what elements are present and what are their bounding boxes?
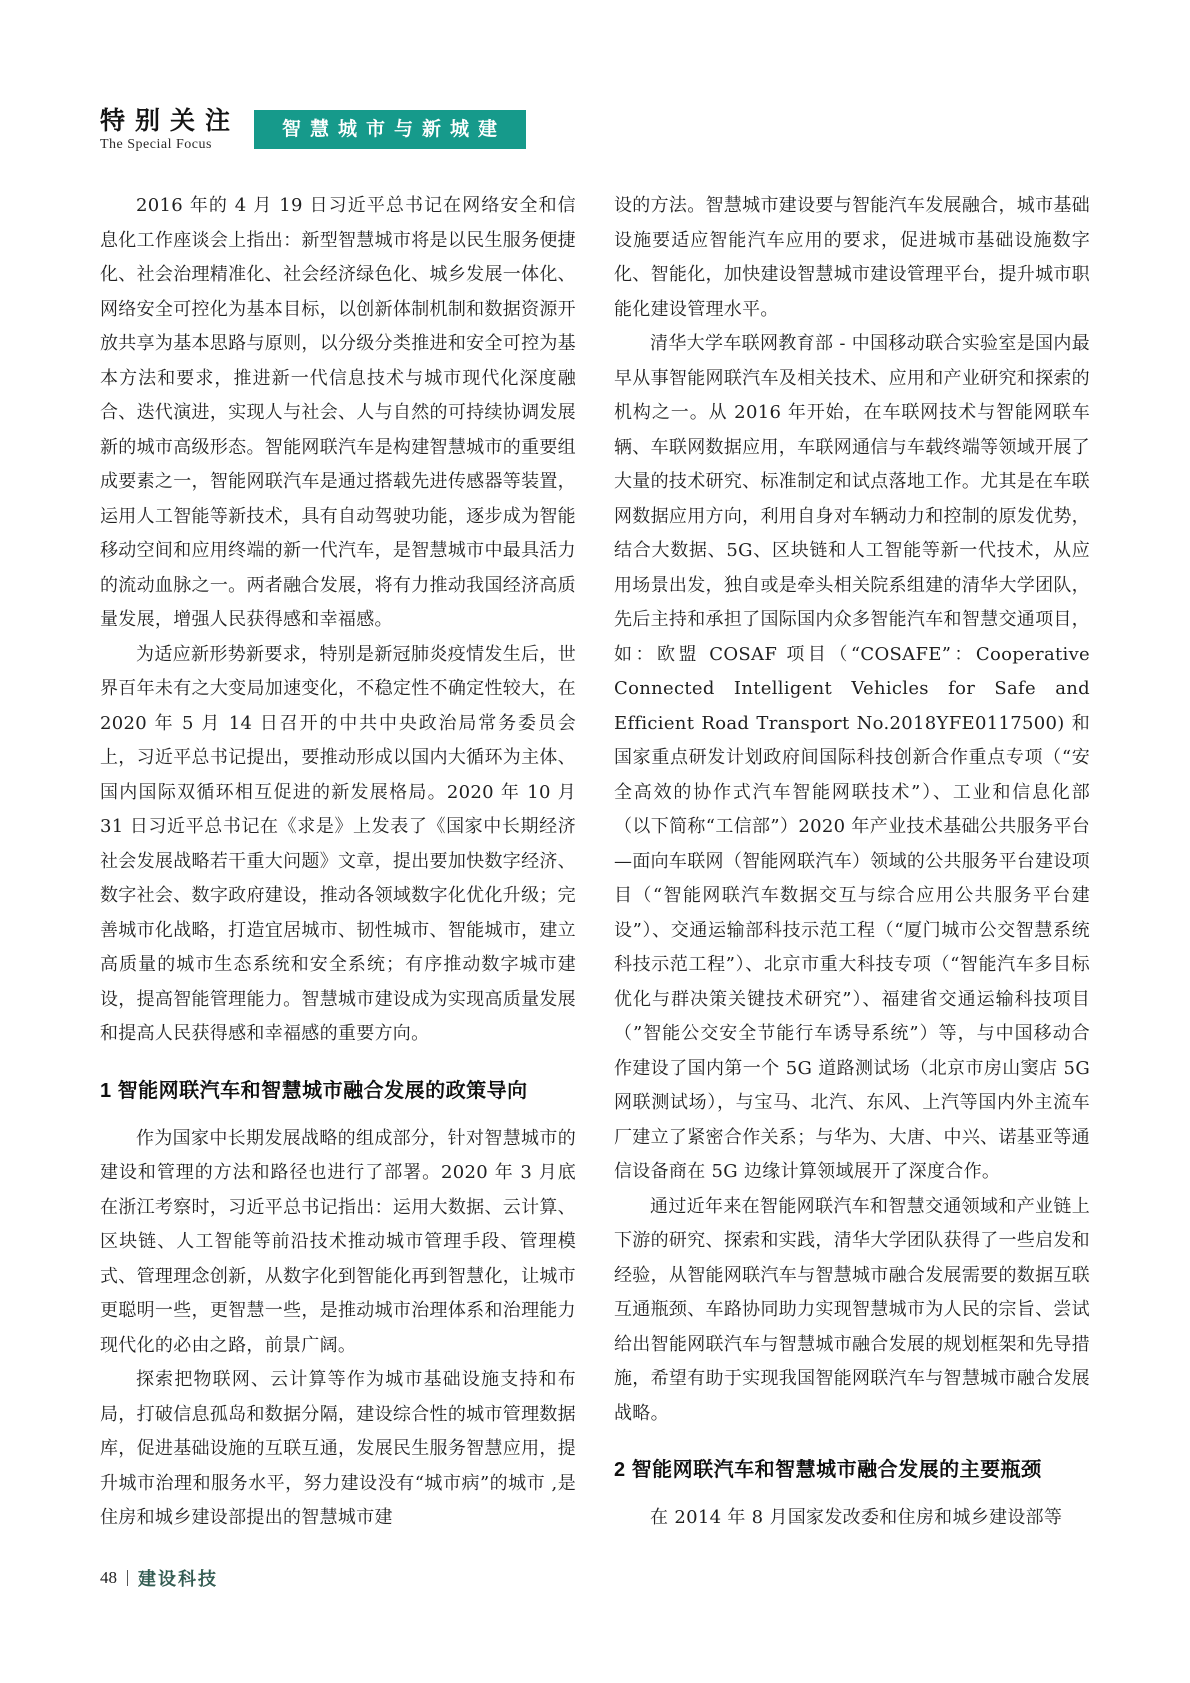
paragraph: 清华大学车联网教育部 - 中国移动联合实验室是国内最早从事智能网联汽车及相关技术、应用和产业研究和探索的机构之一。从 2016 年开始，在车联网技术与智能网联车辆、车联网数据应用，车联网通信与车载终端等领域开展了大量的技术研究、标准制定和试点落地工作。尤其是在车联网数据应用方向，利用自身对车辆动力和控制的原发优势，结合大数据、5G、区块链和人工智能等新一代技术，从应用场景出发，独自或是牵头相关院系组建的清华大学团队，先后主持和承担了国际国内众多智能汽车和智慧交通项目，如：欧盟 COSAF 项目（“COSAFE”：Cooperative Connected Intelligent Vehicles for Safe and Efficient Road Transport No.2018YFE0117500) 和国家重点研发计划政府间国际科技创新合作重点专项（“安全高效的协作式汽车智能网联技术”）、工业和信息化部（以下简称“工信部”）2020 年产业技术基础公共服务平台—面向车联网（智能网联汽车）领域的公共服务平台建设项目（“智能网联汽车数据交互与综合应用公共服务平台建设”）、交通运输部科技示范工程（“厦门城市公交智慧系统科技示范工程”）、北京市重大科技专项（“智能汽车多目标优化与群决策关键技术研究”）、福建省交通运输科技项目（”智能公交安全节能行车诱导系统”）等，与中国移动合作建设了国内第一个 5G 道路测试场（北京市房山窦店 5G 网联测试场），与宝马、北汽、东风、上汽等国内外主流车厂建立了紧密合作关系；与华为、大唐、中兴、诺基亚等通信设备商在 5G 边缘计算领域展开了深度合作。 xyxy=(614,333,1090,1182)
paragraph: 2016 年的 4 月 19 日习近平总书记在网络安全和信息化工作座谈会上指出：新型智慧城市将是以民生服务便捷化、社会治理精准化、社会经济绿色化、城乡发展一体化、网络安全可控化为基本目标，以创新体制机制和数据资源开放共享为基本思路与原则，以分级分类推进和安全可控为基本方法和要求，推进新一代信息技术与城市现代化深度融合、迭代演进，实现人与社会、人与自然的可持续协调发展新的城市高级形态。智能网联汽车是构建智慧城市的重要组成要素之一，智能网联汽车是通过搭载先进传感器等装置，运用人工智能等新技术，具有自动驾驶功能，逐步成为智能移动空间和应用终端的新一代汽车，是智慧城市中最具活力的流动血脉之一。两者融合发展，将有力推动我国经济高质量发展，增强人民获得感和幸福感。 xyxy=(100,195,576,630)
right-column xyxy=(614,189,1090,1536)
section-heading-1: 1 智能网联汽车和智慧城市融合发展的政策导向 xyxy=(100,1079,528,1102)
paragraph: 探索把物联网、云计算等作为城市基础设施支持和布局，打破信息孤岛和数据分隔，建设综合性的城市管理数据库，促进基础设施的互联互通，发展民生服务智慧应用，提升城市治理和服务水平，努力建设没有“城市病”的城市 ,是住房和城乡建设部提出的智慧城市建 xyxy=(100,1369,576,1528)
section-heading-2: 2 智能网联汽车和智慧城市融合发展的主要瓶颈 xyxy=(614,1459,1042,1481)
journal-logo: 建设科技 xyxy=(138,1569,218,1589)
left-column xyxy=(100,189,576,1536)
paragraph: 通过近年来在智能网联汽车和智慧交通领域和产业链上下游的研究、探索和实践，清华大学团队获得了一些启发和经验，从智能网联汽车与智慧城市融合发展需要的数据互联互通瓶颈、车路协同助力实现智慧城市为人民的宗旨、尝试给出智能网联汽车与智慧城市融合发展的规划框架和先导措施，希望有助于实现我国智能网联汽车与智慧城市融合发展战略。 xyxy=(614,1195,1090,1424)
page-header xyxy=(100,108,1090,153)
page-footer xyxy=(100,1565,218,1591)
paragraph-continuation: 设的方法。智慧城市建设要与智能汽车发展融合，城市基础设施要适应智能汽车应用的要求，促进城市基础设施数字化、智能化，加快建设智慧城市建设管理平台，提升城市职能化建设管理水平。 xyxy=(614,195,1090,320)
paragraph: 在 2014 年 8 月国家发改委和住房和城乡建设部等 xyxy=(650,1507,1063,1528)
article-columns xyxy=(100,189,1090,1536)
header-title-block xyxy=(100,108,240,153)
topic-banner: 智慧城市与新城建 xyxy=(254,110,526,149)
paragraph: 为适应新形势新要求，特别是新冠肺炎疫情发生后，世界百年未有之大变局加速变化，不稳定性不确定性较大，在 2020 年 5 月 14 日召开的中共中央政治局常务委员会上，习近平总书记提出，要推动形成以国内大循环为主体、国内国际双循环相互促进的新发展格局。2020 年 10 月 31 日习近平总书记在《求是》上发表了《国家中长期经济社会发展战略若干重大问题》文章，提出要加快数字经济、数字社会、数字政府建设，推动各领域数字化优化升级；完善城市化战略，打造宜居城市、韧性城市、智能城市，建立高质量的城市生态系统和安全系统；有序推动数字城市建设，提高智能管理能力。智慧城市建设成为实现高质量发展和提高人民获得感和幸福感的重要方向。 xyxy=(100,643,576,1044)
footer-divider xyxy=(127,1570,128,1586)
column-title: 特别关注 xyxy=(100,107,241,135)
column-title-english: The Special Focus xyxy=(100,137,212,152)
page-number: 48 xyxy=(100,1568,117,1587)
paragraph: 作为国家中长期发展战略的组成部分，针对智慧城市的建设和管理的方法和路径也进行了部署。2020 年 3 月底在浙江考察时，习近平总书记指出：运用大数据、云计算、区块链、人工智能等前沿技术推动城市管理手段、管理模式、管理理念创新，从数字化到智能化再到智慧化，让城市更聪明一些，更智慧一些，是推动城市治理体系和治理能力现代化的必由之路，前景广阔。 xyxy=(100,1127,576,1356)
